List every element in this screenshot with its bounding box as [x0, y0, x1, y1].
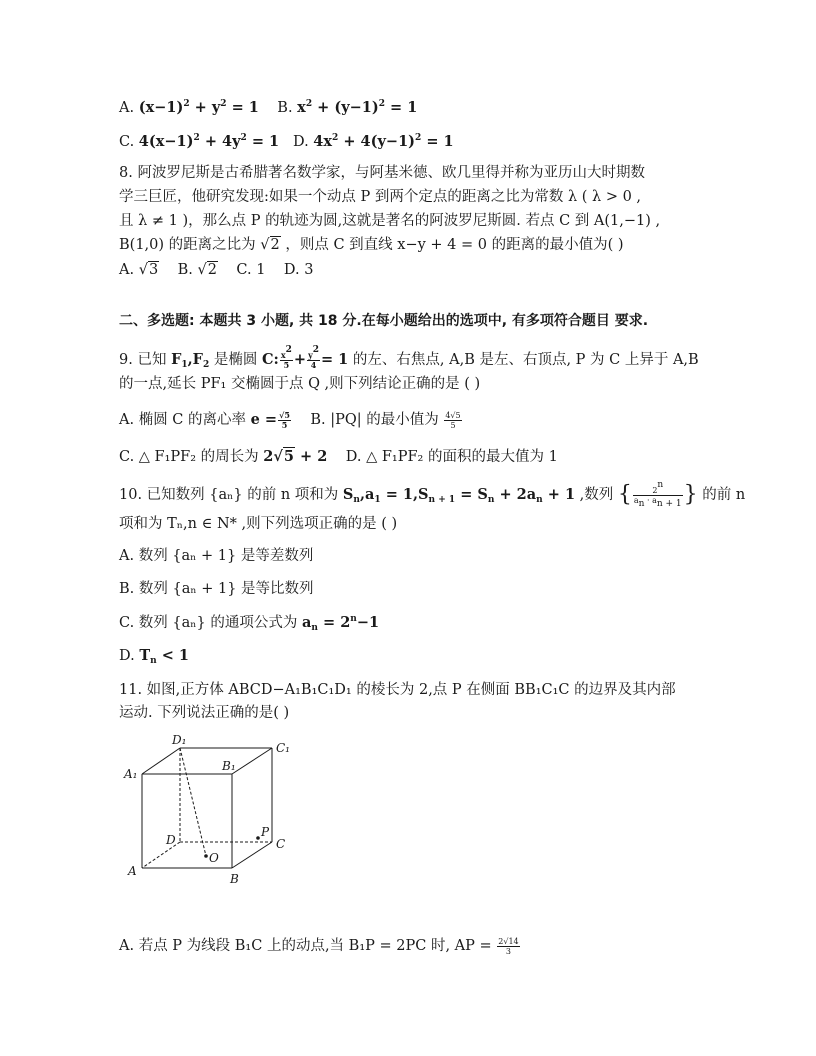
q7-option-a-label: A.: [119, 100, 135, 116]
q7-option-b-label: B.: [277, 100, 293, 116]
q11-line-2: 运动. 下列说法正确的是( ): [119, 705, 290, 721]
q10-option-b: B. 数列 {aₙ + 1} 是等比数列: [119, 581, 314, 597]
q9-option-a: A. 椭圆 C 的离心率: [119, 412, 247, 428]
q11-option-a-text: A. 若点 P 为线段 B₁C 上的动点,当 B₁P = 2PC 时, AP =: [119, 938, 492, 954]
q11-line-1: 11. 如图,正方体 ABCD−A₁B₁C₁D₁ 的棱长为 2,点 P 在侧面 BB₁C₁C 的边界及其内部: [119, 682, 676, 698]
label-o: O: [209, 851, 219, 865]
q9-line-1-a: 9. 已知: [119, 352, 167, 368]
q10-line-1-a: 10. 已知数列 {aₙ} 的前 n 项和为: [119, 487, 339, 503]
q10-option-c-text: C. 数列 {aₙ} 的通项公式为: [119, 615, 298, 631]
q10-option-a: A. 数列 {aₙ + 1} 是等差数列: [119, 548, 314, 564]
label-c: C: [276, 837, 286, 851]
q11-option-a: A. 若点 P 为线段 B₁C 上的动点,当 B₁P = 2PC 时, AP = $\frac{2√14}{3}$: [119, 936, 519, 956]
q7-option-c-math: $4(x-1)^2 + 4y^2 = 1$: [138, 133, 280, 150]
label-a: A: [128, 864, 137, 878]
q10-line-2: 项和为 Tₙ,n ∈ N* ,则下列选项正确的是 ( ): [119, 516, 398, 532]
q8-options: A. √3 B. √2 C. 1 D. 3: [119, 262, 314, 278]
q7-option-a-math: $(x-1)^2 + y^2 = 1$: [138, 99, 259, 116]
label-d: D: [166, 833, 176, 847]
q10-option-d: D. $T_n < 1$: [119, 647, 190, 666]
label-b1: B₁: [222, 759, 236, 773]
q9-options-ab: A. 椭圆 C 的离心率 e = $\frac{√5}{5}$ B. |PQ| 的最小值为 $\frac{4√5}{5}$: [119, 409, 461, 430]
q9-line-1: 9. 已知 $F_1,F_2$ 是椭圆 C: $\frac{x^2}{5}$ + $\frac{y^2}{4}$ = 1 的左、右焦点, A,B 是左、右顶点, P 为 C 上异于 A,B: [119, 345, 699, 370]
q10-option-c: C. 数列 {aₙ} 的通项公式为 $a_n = 2^n-1$: [119, 614, 380, 633]
q10-line-1-c: 的前 n: [702, 487, 746, 503]
q7-option-d-math: $4x^2 + 4(y-1)^2 = 1$: [313, 133, 454, 150]
q10-line-1: 10. 已知数列 {aₙ} 的前 n 项和为 $S_n,a_1 = 1,S_{n + 1} = S_n + 2a_n + 1$ ,数列 { $\frac{2^n}{a_n \cdot a_{n + 1}}$ } 的前 n: [119, 480, 746, 509]
label-a1: A₁: [124, 767, 138, 781]
label-b: B: [230, 872, 239, 886]
q8-line-4-b: ，则点 C 到直线 x−y + 4 = 0 的距离的最小值为( ): [285, 237, 624, 253]
q7-option-b-math: $x^2 + (y-1)^2 = 1$: [297, 99, 418, 116]
q7-options-cd: [119, 132, 454, 152]
label-c1: C₁: [276, 741, 290, 755]
q9-option-b: B. |PQ| 的最小值为: [310, 412, 439, 428]
q8-line-1: 8. 阿波罗尼斯是古希腊著名数学家，与阿基米德、欧几里得并称为亚历山大时期数: [119, 165, 645, 181]
q9-option-d: D. △ F₁PF₂ 的面积的最大值为 1: [345, 449, 558, 465]
q9-line-1-c: 的左、右焦点, A,B 是左、右顶点, P 为 C 上异于 A,B: [352, 352, 699, 368]
label-p: P: [261, 825, 270, 839]
q8-line-2: 学三巨匠，他研究发现:如果一个动点 P 到两个定点的距离之比为常数 λ ( λ > 0 ,: [119, 189, 642, 205]
q8-line-3: 且 λ ≠ 1 )，那么点 P 的轨迹为圆,这就是著名的阿波罗尼斯圆. 若点 C 到 A(1,−1) ,: [119, 213, 661, 229]
q8-line-4-a: B(1,0) 的距离之比为: [119, 237, 256, 253]
q9-options-cd: C. △ F₁PF₂ 的周长为 2√5 + 2 D. △ F₁PF₂ 的面积的最大值为 1: [119, 448, 558, 465]
cube-figure: [120, 730, 300, 890]
q10-line-1-b: ,数列: [579, 487, 614, 503]
q9-line-1-b: 是椭圆: [213, 352, 258, 368]
q7-option-d-label: D.: [292, 134, 309, 150]
q10-option-d-text: D.: [119, 648, 135, 664]
q8-line-4: B(1,0) 的距离之比为 √2 ，则点 C 到直线 x−y + 4 = 0 的距离的最小值为( ): [119, 237, 624, 253]
label-d1: D₁: [172, 733, 187, 747]
section-2-heading: 二、多选题: 本题共 3 小题, 共 18 分.在每小题给出的选项中, 有多项符合题目 要求.: [119, 313, 649, 329]
q7-options-ab: [119, 98, 417, 118]
q7-option-c-label: C.: [119, 134, 135, 150]
q9-line-2: 的一点,延长 PF₁ 交椭圆于点 Q ,则下列结论正确的是 ( ): [119, 376, 481, 392]
q9-option-c: C. △ F₁PF₂ 的周长为: [119, 449, 259, 465]
